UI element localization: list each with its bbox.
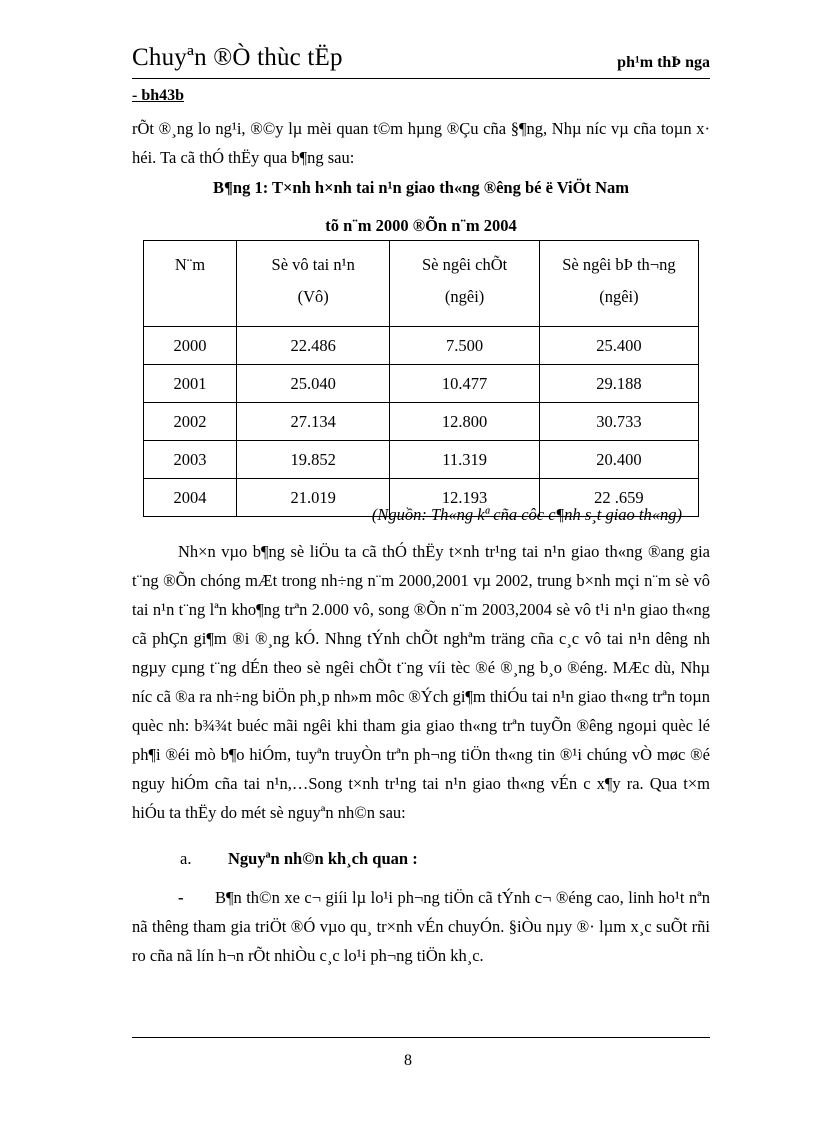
page-number: 8 (404, 1052, 412, 1069)
bullet-paragraph (132, 883, 710, 970)
table-row (144, 327, 699, 365)
header-injured-unit: (ngêi) (599, 287, 639, 306)
header-accidents-label: Sè vô tai n¹n (271, 255, 355, 274)
cell-year: 2003 (144, 441, 237, 479)
table-caption-line1: B¶ng 1: T×nh h×nh tai n¹n giao th«ng ®êng bé ë ViÖt Nam (212, 178, 630, 197)
intro-paragraph: rÕt ®¸ng lo ng¹i, ®©y lµ mèi quan t©m hµng ®Çu cña §¶ng, Nhµ níc vµ cña toµn x· héi. Ta cã thÓ thËy qua b¶ng sau: (132, 119, 710, 167)
cell-accidents: 25.040 (237, 365, 390, 403)
cell-deaths: 12.193 (390, 479, 539, 517)
cell-deaths: 11.319 (390, 441, 539, 479)
header-deaths-unit: (ngêi) (444, 287, 485, 306)
document-code: - bh43b (132, 87, 185, 104)
table-header-row (144, 241, 699, 327)
header-cell-injured (539, 241, 698, 327)
section-title: Nguyªn nh©n kh¸ch quan : (228, 849, 418, 868)
table-row (144, 365, 699, 403)
header-title: Chuyªn ®Ò thùc tËp (132, 44, 343, 71)
cell-injured: 20.400 (539, 441, 698, 479)
analysis-paragraph: Nh×n vµo b¶ng sè liÖu ta cã thÓ thËy t×nh tr¹ng tai n¹n giao th«ng ®ang gia t¨ng ®Õn chóng mÆt trong nh÷ng n¨m 2000,2001 vµ 2002, trung b×nh mçi n¨m sè vô tai n¹n t¨ng lªn kho¶ng trªn 2.000 vô, song ®Õn n¨m 2003,2004 sè vô t¹i n¹n giao th«ng cã phÇn gi¶m ®i ®¸ng kÓ. Nhng tÝnh chÕt nghªm träng cña c¸c vô tai n¹n dêng nh ngµy cµng t¨ng dÉn theo sè ngêi chÕt t¨ng víi tèc ®é ®¸ng b¸o ®éng. MÆc dù, Nhµ níc cã ®a ra nh÷ng biÖn ph¸p nh»m môc ®Ých gi¶m thiÓu tai n¹n giao th«ng trªn toµn quèc nh: b¾¾t buéc mãi ngêi khi tham gia giao th«ng trªn tuyÕn ®êng ngoµi quèc lé ph¶i ®éi mò b¶o hiÓm, tuyªn truyÒn trªn ph¬ng tiÖn th«ng tin ®¹i chúng vÒ møc ®é nguy hiÓm cña tai n¹n,…Song t×nh tr¹ng tai n¹n giao th«ng vÉn c x¶y ra. Qua t×m hiÓu ta thËy do mét sè nguyªn nh©n sau: (132, 542, 710, 822)
bullet-dash: - (178, 888, 184, 907)
cell-deaths: 7.500 (390, 327, 539, 365)
cell-accidents: 22.486 (237, 327, 390, 365)
cell-deaths: 10.477 (390, 365, 539, 403)
footer-divider (132, 1037, 710, 1038)
cell-injured: 29.188 (539, 365, 698, 403)
table-source: (Nguồn: Th«ng kª cña côc c¶nh s¸t giao th«ng) (371, 505, 682, 524)
table-row (144, 403, 699, 441)
header-cell-deaths (390, 241, 539, 327)
cell-accidents: 27.134 (237, 403, 390, 441)
header-year-label: N¨m (174, 255, 206, 274)
cell-accidents: 19.852 (237, 441, 390, 479)
section-heading-a (180, 849, 418, 869)
cell-accidents: 21.019 (237, 479, 390, 517)
header-accidents-unit: (Vô) (297, 287, 329, 306)
table-caption-line2: tõ n¨m 2000 ®Õn n¨m 2004 (325, 216, 517, 235)
cell-injured: 25.400 (539, 327, 698, 365)
cell-year: 2000 (144, 327, 237, 365)
cell-deaths: 12.800 (390, 403, 539, 441)
cell-year: 2001 (144, 365, 237, 403)
header-divider (132, 78, 710, 79)
header-cell-accidents (237, 241, 390, 327)
section-letter: a. (180, 849, 192, 868)
cell-year: 2004 (144, 479, 237, 517)
header-deaths-label: Sè ngêi chÕt (421, 255, 508, 274)
cell-injured: 22 .659 (539, 479, 698, 517)
header-author: ph¹m thÞ nga (617, 54, 710, 71)
table-row (144, 441, 699, 479)
cell-year: 2002 (144, 403, 237, 441)
accident-table (143, 240, 699, 517)
header-cell-year (144, 241, 237, 327)
header-injured-label: Sè ngêi bÞ th¬ng (562, 255, 676, 274)
bullet-text: B¶n th©n xe c¬ giíi lµ lo¹i ph¬ng tiÖn cã tÝnh c¬ ®éng cao, linh ho¹t nªn nã thêng tham gia triÖt ®Ó vµo qu¸ tr×nh vÉn chuyÓn. §iÒu nµy ®· lµm x¸c suÕt rñi ro cña nã lín h¬n rÕt nhiÒu c¸c lo¹i ph¬ng tiÖn kh¸c. (132, 888, 711, 965)
cell-injured: 30.733 (539, 403, 698, 441)
